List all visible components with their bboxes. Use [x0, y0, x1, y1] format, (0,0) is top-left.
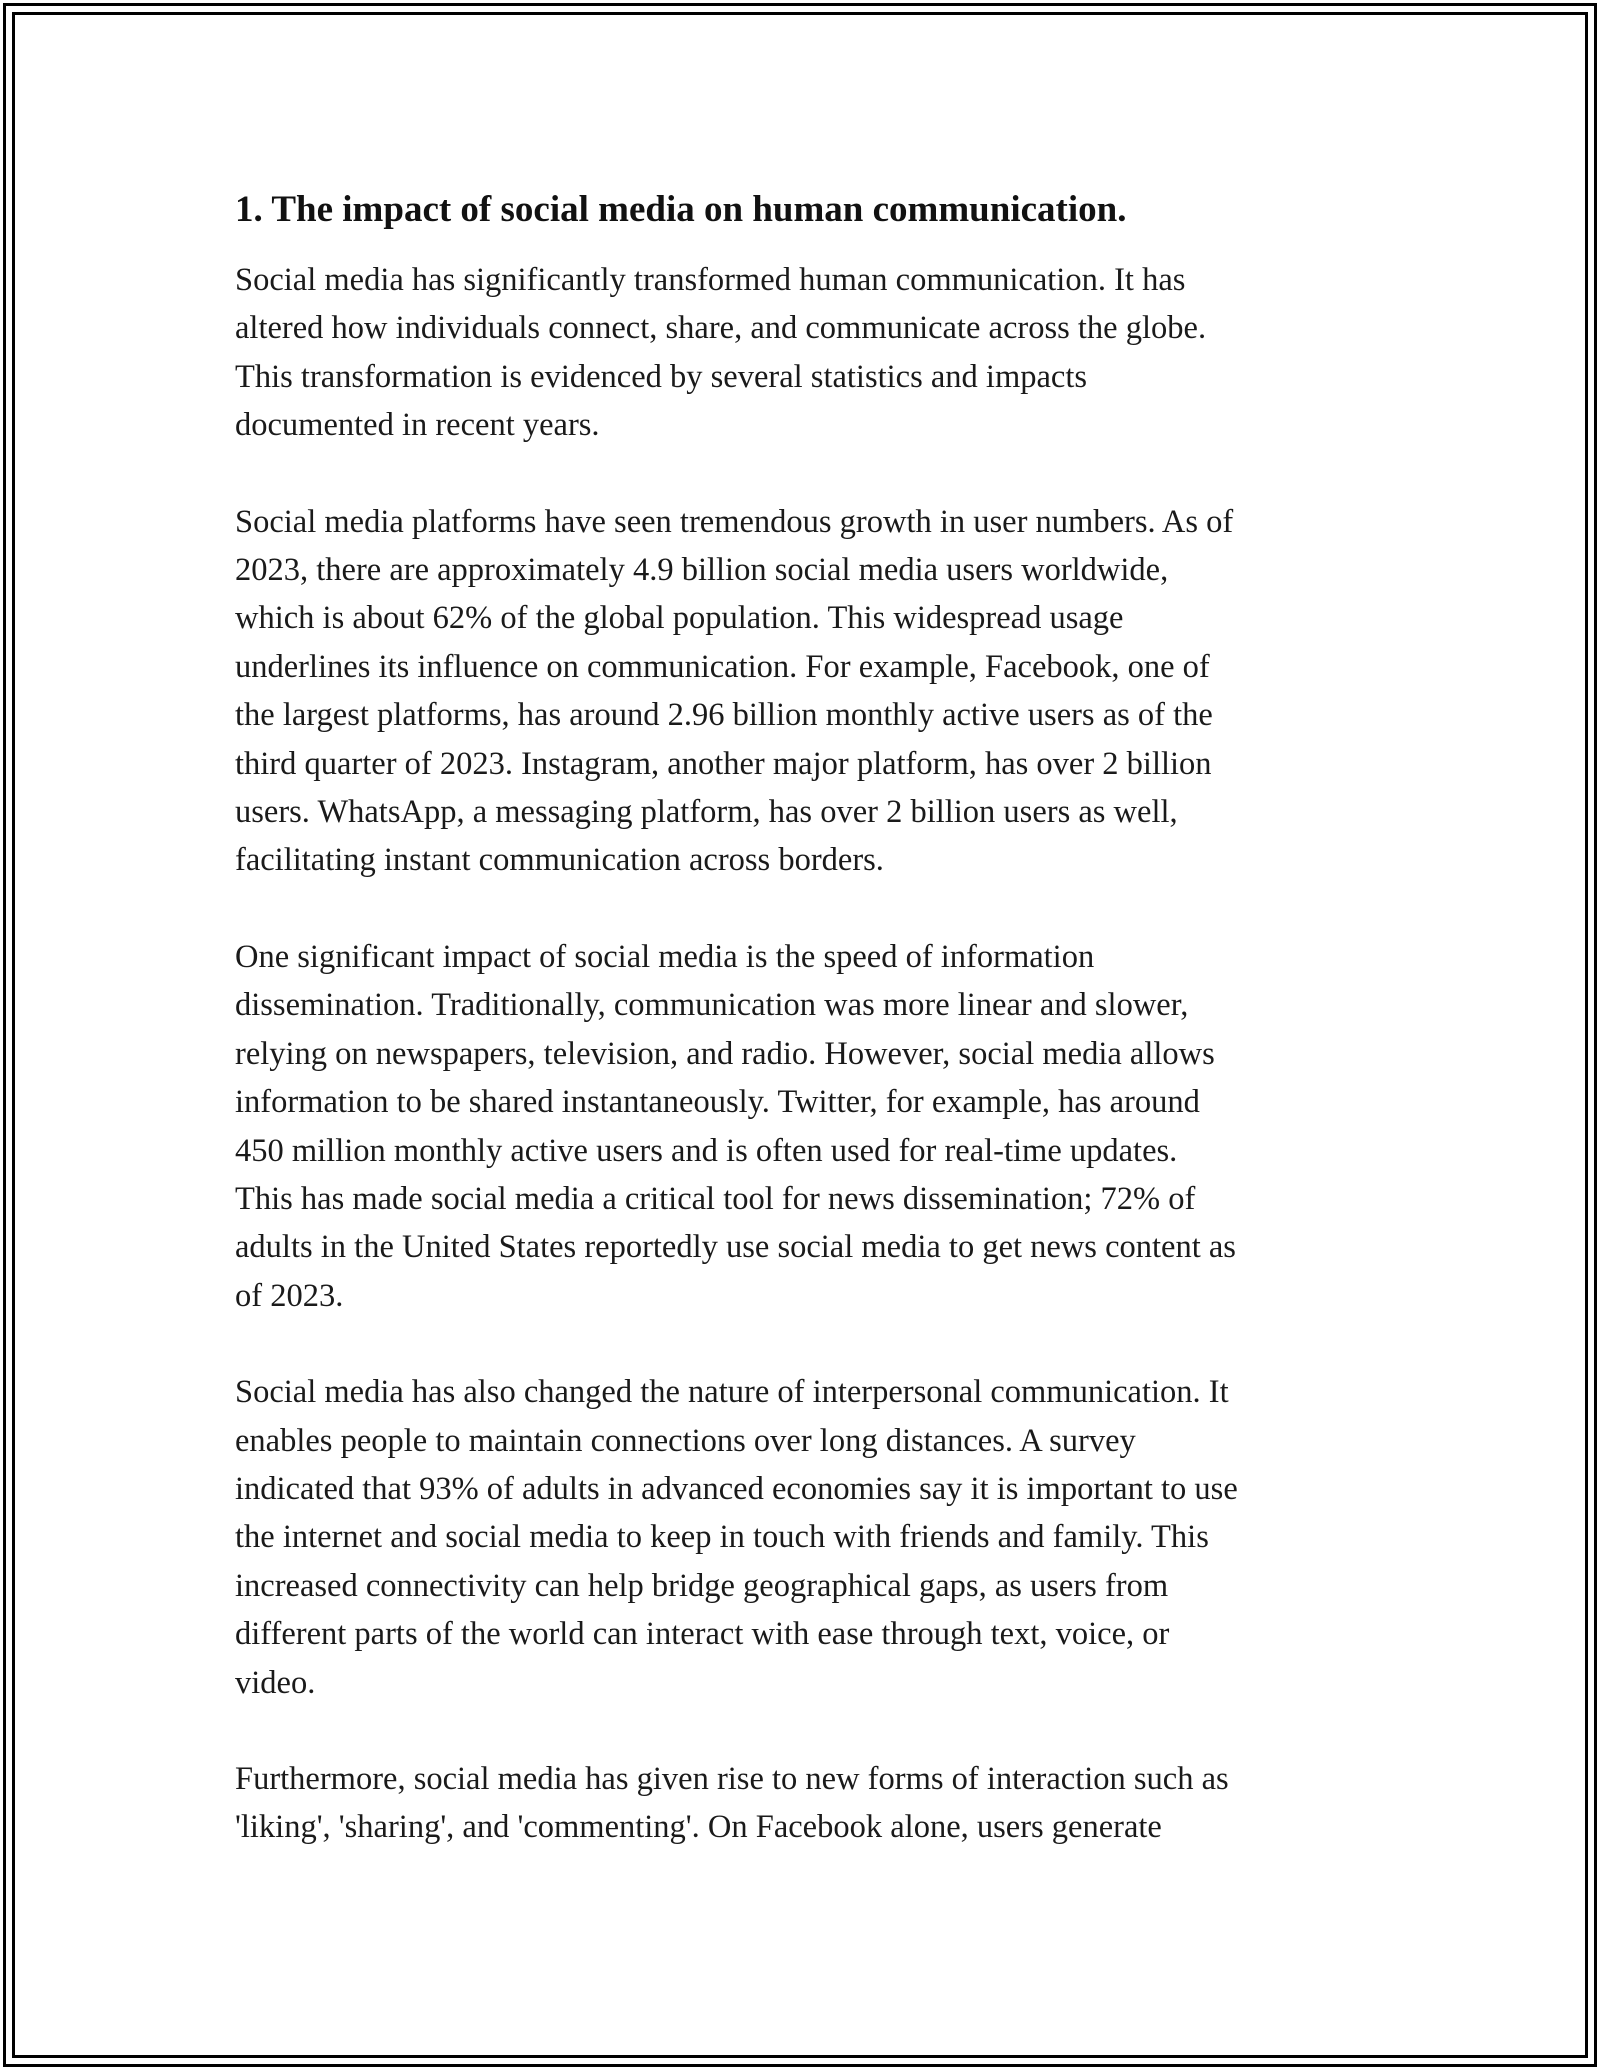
paragraph-interpersonal: Social media has also changed the nature of interpersonal communication. It enables people to maintain connections over long distances. A survey indicated that 93% of adults in advanced economies say it is important to use the internet and social media to keep in touch with friends and family. This increased connectivity can help bridge geographical gaps, as users from different parts of the world can interact with ease through text, voice, or video. — [235, 1374, 1238, 1701]
paragraph-new-interactions: Furthermore, social media has given rise to new forms of interaction such as 'liking', 'sharing', and 'commenting'. On Facebook alone, users generate — [235, 1760, 1229, 1846]
section-heading: 1. The impact of social media on human communication. — [235, 189, 1127, 230]
paragraph-intro: Social media has significantly transformed human communication. It has altered how individuals connect, share, and communicate across the globe. This transformation is evidenced by several statistics and impacts documented in recent years. — [235, 262, 1207, 444]
paragraph-information-speed: One significant impact of social media is the speed of information dissemination. Traditionally, communication was more linear and slower, relying on newspapers, television, and radio. However, social media allows information to be shared instantaneously. Twitter, for example, has around 450 million monthly active users and is often used for real-time updates. This has made social media a critical tool for news dissemination; 72% of adults in the United States reportedly use social media to get news content as of 2023. — [235, 938, 1236, 1314]
paragraph-user-growth: Social media platforms have seen tremendous growth in user numbers. As of 2023, there are approximately 4.9 billion social media users worldwide, which is about 62% of the global population. This widespread usage underlines its influence on communication. For example, Facebook, one of the largest platforms, has around 2.96 billion monthly active users as of the third quarter of 2023. Instagram, another major platform, has over 2 billion users. WhatsApp, a messaging platform, has over 2 billion users as well, facilitating instant communication across borders. — [235, 503, 1234, 879]
document-body — [235, 186, 1375, 1852]
